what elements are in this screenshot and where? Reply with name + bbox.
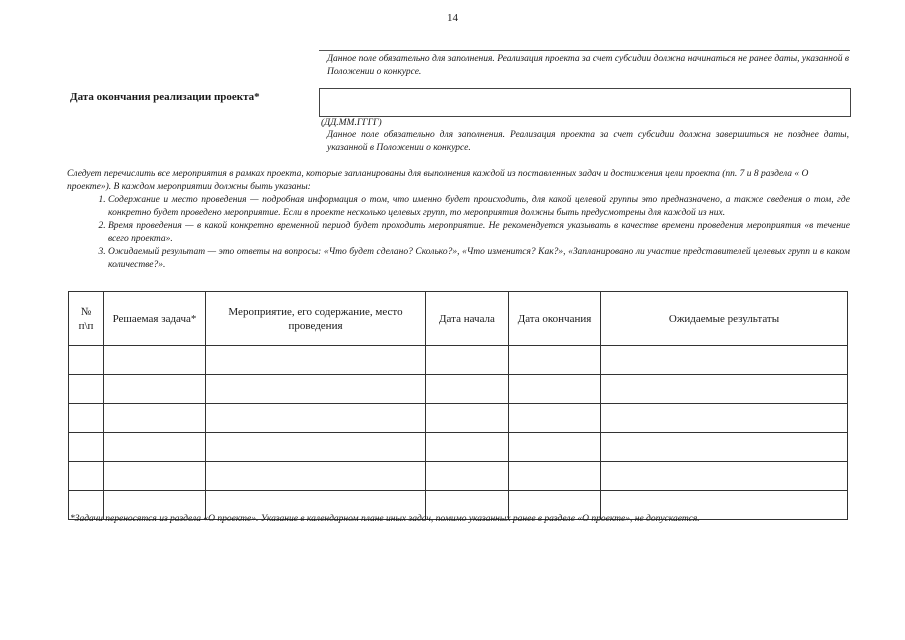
table-row [69, 346, 848, 375]
table-cell[interactable] [601, 346, 848, 375]
table-cell[interactable] [426, 404, 509, 433]
table-row [69, 375, 848, 404]
end-date-input[interactable] [319, 88, 851, 117]
column-header-task: Решаемая задача* [104, 292, 206, 346]
instruction-item: 3. Ожидаемый результат — это ответы на вопросы: «Что будет сделано? Сколько?», «Что изменится? Как?», «Запланировано ли участие представителей целевых групп и в каком количестве?». [108, 246, 850, 272]
table-cell[interactable] [601, 375, 848, 404]
table-cell[interactable] [426, 346, 509, 375]
table-cell[interactable] [69, 346, 104, 375]
table-cell[interactable] [206, 433, 426, 462]
table-cell[interactable] [509, 404, 601, 433]
table-cell[interactable] [69, 433, 104, 462]
table-cell[interactable] [601, 433, 848, 462]
table-header-row [69, 292, 848, 346]
table-cell[interactable] [509, 346, 601, 375]
table-row [69, 433, 848, 462]
end-date-note: Данное поле обязательно для заполнения. Реализация проекта за счет субсидии должна завершиться не позднее даты, указанной в Положении о конкурсе. [327, 130, 849, 153]
table-row [69, 404, 848, 433]
table-cell[interactable] [104, 346, 206, 375]
start-date-field-underline [319, 50, 850, 51]
table-cell[interactable] [104, 404, 206, 433]
table-cell[interactable] [426, 462, 509, 491]
table-cell[interactable] [206, 375, 426, 404]
table-cell[interactable] [206, 346, 426, 375]
table-cell[interactable] [206, 462, 426, 491]
instructions [67, 168, 850, 272]
instructions-text: Следует перечислить все мероприятия в рамках проекта, которые запланированы для выполнения каждой из поставленных задач и достижения цели проекта (пп. 7 и 8 раздела « О проекте»). В каждом мероприятии должны быть указаны: [67, 169, 809, 192]
table-cell[interactable] [509, 433, 601, 462]
end-date-label: Дата окончания реализации проекта* [70, 91, 260, 103]
table-cell[interactable] [601, 404, 848, 433]
table-cell[interactable] [426, 375, 509, 404]
start-date-note: Данное поле обязательно для заполнения. Реализация проекта за счет субсидии должна начинаться не ранее даты, указанной в Положении о конкурсе. [327, 54, 849, 77]
end-date-format-hint: (ДД.ММ.ГГГГ) [321, 118, 382, 128]
instructions-list [67, 194, 850, 272]
table-cell[interactable] [69, 462, 104, 491]
column-header-end-date: Дата окончания [509, 292, 601, 346]
table-cell[interactable] [104, 375, 206, 404]
table-cell[interactable] [69, 375, 104, 404]
table-cell[interactable] [601, 462, 848, 491]
table-cell[interactable] [69, 404, 104, 433]
table-cell[interactable] [509, 375, 601, 404]
calendar-plan-table [68, 291, 848, 520]
table-cell[interactable] [509, 462, 601, 491]
instruction-item: 1. Содержание и место проведения — подробная информация о том, что именно будет происходить, для какой целевой группы это предназначено, а также сведения о том, где конкретно будет проведено мероприятие. Если в проекте несколько целевых групп, то мероприятия должны быть предусмотрены для каждой из них. [108, 194, 850, 220]
table-cell[interactable] [104, 462, 206, 491]
table-row [69, 462, 848, 491]
instruction-item: 2. Время проведения — в какой конкретно временной период будет проходить мероприятие. Не рекомендуется указывать в качестве времени проведения мероприятия «в течение всего проекта». [108, 220, 850, 246]
page-number: 14 [447, 12, 458, 24]
column-header-results: Ожидаемые результаты [601, 292, 848, 346]
column-header-number: № п\п [69, 292, 104, 346]
table-cell[interactable] [426, 433, 509, 462]
table-footnote: *Задачи переносятся из раздела «О проекте». Указание в календарном плане иных задач, помимо указанных ранее в разделе «О проекте», не допускается. [70, 514, 700, 524]
column-header-event: Мероприятие, его содержание, место проведения [206, 292, 426, 346]
table-cell[interactable] [206, 404, 426, 433]
column-header-start-date: Дата начала [426, 292, 509, 346]
table-cell[interactable] [104, 433, 206, 462]
